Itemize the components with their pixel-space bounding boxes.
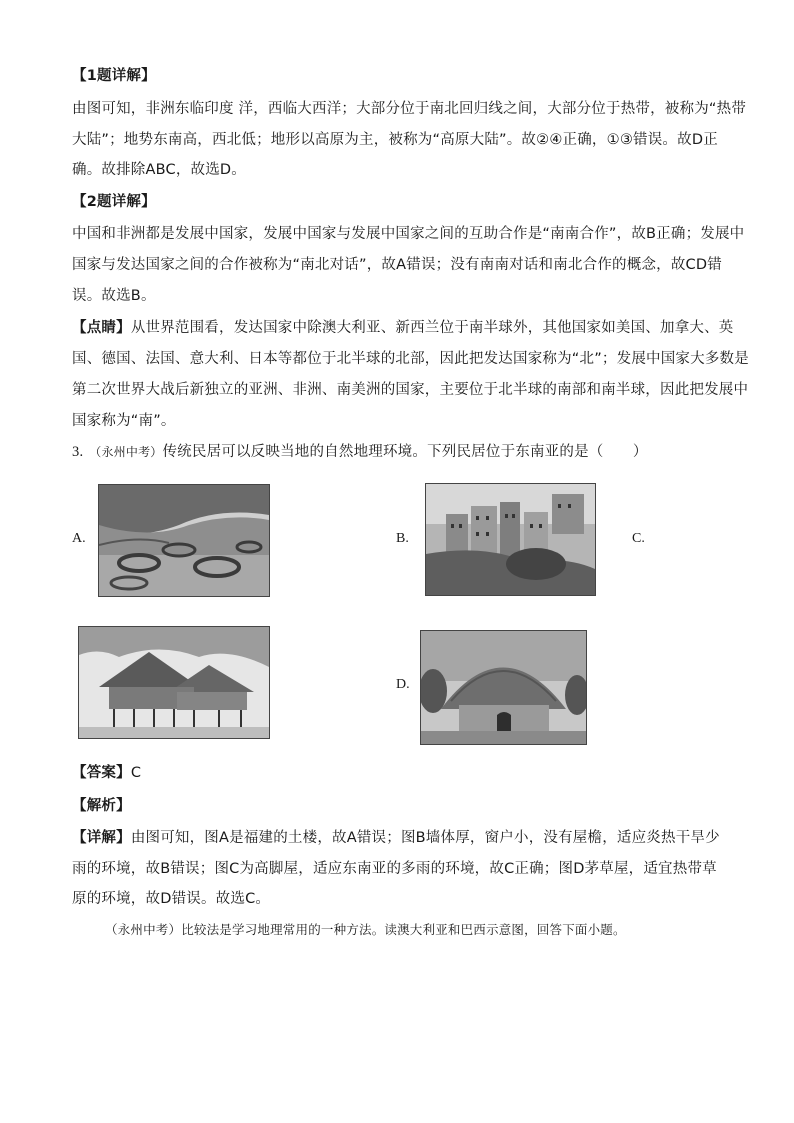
- tip-line-2: 国、德国、法国、意大利、日本等都位于北半球的北部，因此把发达国家称为“北”；发展中国家大多数是: [72, 351, 749, 367]
- analysis-label: 【解析】: [72, 798, 131, 814]
- tip-line-1: [72, 318, 734, 338]
- q3-stem-line: [72, 442, 648, 462]
- detail-line-1: [72, 828, 720, 848]
- photo-b-tower-houses: [425, 483, 596, 596]
- q1-line-2: 大陆”；地势东南高，西北低；地形以高原为主，被称为“高原大陆”。故②④正确，①③错误。故D正: [72, 132, 718, 148]
- detail-text-1: 由图可知，图A是福建的土楼，故A错误；图B墙体厚，窗户小，没有屋檐，适应炎热干旱少: [130, 830, 720, 846]
- tip-text-1: 从世界范围看，发达国家中除澳大利亚、新西兰位于南半球外，其他国家如美国、加拿大、英: [130, 320, 734, 336]
- next-question-intro: （永州中考）比较法是学习地理常用的一种方法。读澳大利亚和巴西示意图，回答下面小题。: [105, 923, 626, 937]
- option-a-label: A.: [72, 531, 86, 546]
- q3-number: 3.: [72, 444, 84, 460]
- q3-source: （永州中考）: [89, 445, 163, 459]
- tip-line-4: 国家称为“南”。: [72, 413, 176, 429]
- photo-a-tulou: [98, 484, 270, 597]
- option-c-label: C.: [632, 531, 645, 546]
- answer-label: 【答案】: [72, 765, 131, 781]
- q2-line-2: 国家与发达国家之间的合作被称为“南北对话”，故A错误；没有南南对话和南北合作的概念，故CD错: [72, 257, 722, 273]
- detail-line-3: 原的环境，故D错误。故选C。: [72, 891, 271, 907]
- tip-line-3: 第二次世界大战后新独立的亚洲、非洲、南美洲的国家，主要位于北半球的南部和南半球，因此把发展中: [72, 382, 749, 398]
- q2-line-1: 中国和非洲都是发展中国家，发展中国家与发展中国家之间的互助合作是“南南合作”，故B正确；发展中: [72, 226, 745, 242]
- q1-line-1: 由图可知，非洲东临印度 洋，西临大西洋；大部分位于南北回归线之间，大部分位于热带，被称为“热带: [72, 101, 747, 117]
- q1-heading: 【1题详解】: [72, 68, 156, 84]
- photo-d-thatched-hut: [420, 630, 587, 745]
- photo-c-stilt-house: [78, 626, 270, 739]
- detail-line-2: 雨的环境，故B错误；图C为高脚屋，适应东南亚的多雨的环境，故C正确；图D茅草屋，适宜热带草: [72, 861, 717, 877]
- q2-heading: 【2题详解】: [72, 194, 156, 210]
- detail-label: 【详解】: [72, 830, 131, 846]
- q3-stem: 传统民居可以反映当地的自然地理环境。下列民居位于东南亚的是（ ）: [162, 444, 648, 460]
- answer-value: C: [130, 765, 142, 781]
- option-b-label: B.: [396, 531, 409, 546]
- q1-line-3: 确。故排除ABC，故选D。: [72, 162, 247, 178]
- answer-line: [72, 763, 141, 783]
- option-d-label: D.: [396, 677, 410, 692]
- q2-line-3: 误。故选B。: [72, 288, 156, 304]
- tip-label: 【点睛】: [72, 320, 131, 336]
